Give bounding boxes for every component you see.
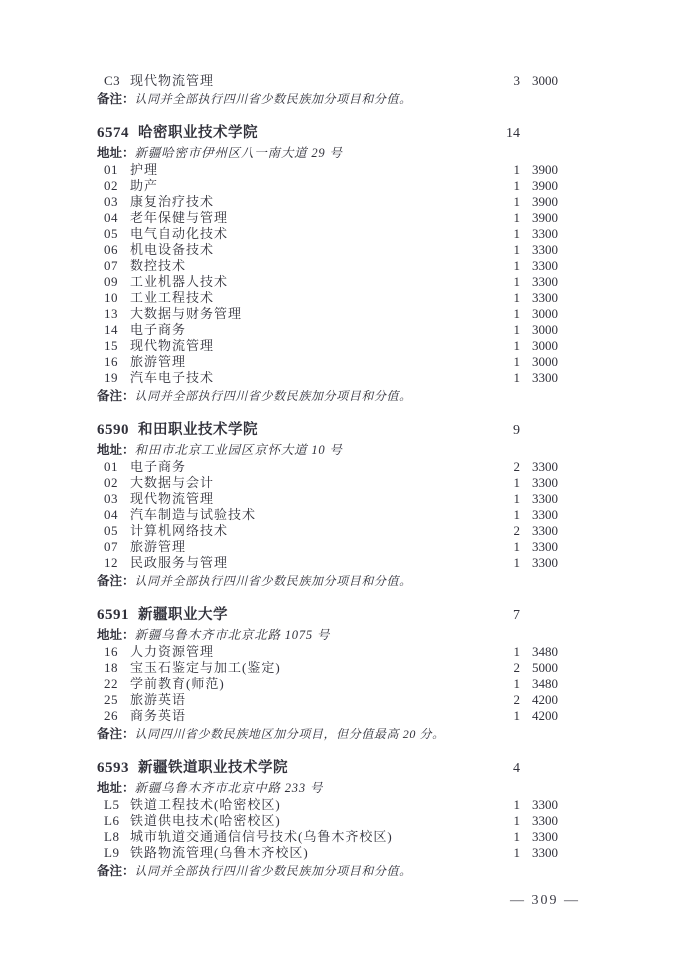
major-plan-count: 1 (513, 507, 520, 522)
major-code: 16 (104, 644, 118, 659)
major-tuition-fee: 3300 (532, 290, 558, 305)
address-label: 地址： (97, 443, 135, 457)
major-row (97, 73, 558, 89)
major-plan-count: 1 (513, 274, 520, 289)
major-name: 康复治疗技术 (130, 194, 215, 209)
major-code: 18 (104, 660, 118, 675)
remark-text: 认同并全部执行四川省少数民族加分项目和分值。 (134, 864, 412, 878)
major-name: 旅游英语 (130, 692, 187, 707)
major-tuition-fee: 3300 (532, 258, 558, 273)
major-tuition-fee: 3300 (532, 507, 558, 522)
school-address-row (97, 626, 558, 644)
major-tuition-fee: 3300 (532, 274, 558, 289)
major-code: C3 (104, 73, 121, 88)
major-name: 工业机器人技术 (130, 274, 229, 289)
major-row (97, 692, 558, 708)
major-row (97, 258, 558, 274)
major-name: 铁道供电技术(哈密校区) (130, 813, 281, 828)
major-tuition-fee: 3300 (532, 242, 558, 257)
major-plan-count: 1 (513, 354, 520, 369)
major-name: 民政服务与管理 (130, 555, 229, 570)
major-code: 15 (104, 338, 118, 353)
school-section (97, 123, 558, 405)
major-list (97, 73, 558, 89)
remark-label: 备注： (97, 864, 135, 878)
major-row (97, 194, 558, 210)
remark-text: 认同并全部执行四川省少数民族加分项目和分值。 (134, 574, 412, 588)
remark-text: 认同四川省少数民族地区加分项目，但分值最高 20 分。 (134, 727, 445, 741)
major-name: 商务英语 (130, 708, 187, 723)
address-text: 新疆乌鲁木齐市北京北路 1075 号 (134, 628, 331, 642)
major-code: 14 (104, 322, 118, 337)
major-row (97, 507, 558, 523)
address-text: 新疆哈密市伊州区八一南大道 29 号 (134, 146, 343, 160)
school-address-row (97, 144, 558, 162)
remark-text: 认同并全部执行四川省少数民族加分项目和分值。 (134, 92, 412, 106)
major-tuition-fee: 3300 (532, 555, 558, 570)
major-list (97, 797, 558, 861)
major-tuition-fee: 3300 (532, 845, 558, 860)
school-section (97, 605, 558, 743)
major-tuition-fee: 3300 (532, 539, 558, 554)
major-tuition-fee: 3900 (532, 210, 558, 225)
major-name: 学前教育(师范) (130, 676, 225, 691)
school-name: 哈密职业技术学院 (138, 125, 258, 141)
remark-row (97, 572, 558, 590)
major-name: 旅游管理 (130, 539, 187, 554)
remark-row (97, 387, 558, 405)
major-name: 助产 (130, 178, 159, 193)
major-plan-count: 1 (513, 829, 520, 844)
school-section (97, 73, 558, 108)
school-name: 新疆铁道职业技术学院 (138, 760, 288, 776)
major-tuition-fee: 4200 (532, 692, 558, 707)
school-code: 6574 (97, 125, 129, 141)
school-header (97, 123, 558, 144)
major-tuition-fee: 3000 (532, 354, 558, 369)
major-plan-count: 2 (513, 660, 520, 675)
major-list (97, 162, 558, 386)
major-code: L5 (104, 797, 120, 812)
major-plan-count: 1 (513, 845, 520, 860)
address-text: 新疆乌鲁木齐市北京中路 233 号 (134, 781, 324, 795)
major-plan-count: 1 (513, 676, 520, 691)
major-tuition-fee: 3300 (532, 491, 558, 506)
major-row (97, 845, 558, 861)
major-code: L6 (104, 813, 120, 828)
major-tuition-fee: 3900 (532, 162, 558, 177)
remark-label: 备注： (97, 727, 135, 741)
major-row (97, 370, 558, 386)
major-code: 01 (104, 459, 118, 474)
major-name: 现代物流管理 (130, 73, 215, 88)
major-row (97, 797, 558, 813)
major-plan-count: 1 (513, 813, 520, 828)
major-plan-count: 1 (513, 539, 520, 554)
major-tuition-fee: 3900 (532, 178, 558, 193)
major-name: 电子商务 (130, 459, 187, 474)
major-tuition-fee: 3000 (532, 73, 558, 88)
page-number: — 309 — (510, 893, 580, 908)
major-name: 汽车电子技术 (130, 370, 215, 385)
major-code: 13 (104, 306, 118, 321)
major-code: 02 (104, 475, 118, 490)
major-list (97, 459, 558, 571)
major-plan-count: 1 (513, 290, 520, 305)
major-code: 07 (104, 258, 118, 273)
major-row (97, 523, 558, 539)
school-address-row (97, 441, 558, 459)
major-tuition-fee: 5000 (532, 660, 558, 675)
major-tuition-fee: 3000 (532, 306, 558, 321)
major-row (97, 660, 558, 676)
school-name: 和田职业技术学院 (138, 422, 258, 438)
major-tuition-fee: 3480 (532, 676, 558, 691)
major-row (97, 290, 558, 306)
major-name: 人力资源管理 (130, 644, 215, 659)
major-tuition-fee: 3300 (532, 226, 558, 241)
major-code: L8 (104, 829, 120, 844)
major-tuition-fee: 3900 (532, 194, 558, 209)
major-name: 铁路物流管理(乌鲁木齐校区) (130, 845, 309, 860)
school-address-row (97, 779, 558, 797)
major-plan-count: 1 (513, 555, 520, 570)
school-header (97, 420, 558, 441)
major-tuition-fee: 3300 (532, 829, 558, 844)
school-plan-count: 14 (506, 126, 520, 141)
major-plan-count: 1 (513, 475, 520, 490)
address-label: 地址： (97, 628, 135, 642)
school-code: 6590 (97, 422, 129, 438)
major-name: 大数据与财务管理 (130, 306, 243, 321)
major-row (97, 555, 558, 571)
major-code: 04 (104, 210, 118, 225)
major-code: 12 (104, 555, 118, 570)
major-name: 铁道工程技术(哈密校区) (130, 797, 281, 812)
major-row (97, 644, 558, 660)
major-code: 03 (104, 491, 118, 506)
major-name: 现代物流管理 (130, 491, 215, 506)
major-plan-count: 1 (513, 708, 520, 723)
major-plan-count: 1 (513, 226, 520, 241)
major-tuition-fee: 3300 (532, 813, 558, 828)
major-row (97, 676, 558, 692)
major-plan-count: 1 (513, 797, 520, 812)
major-row (97, 354, 558, 370)
school-plan-count: 9 (513, 423, 520, 438)
major-code: 09 (104, 274, 118, 289)
major-plan-count: 1 (513, 258, 520, 273)
major-plan-count: 1 (513, 370, 520, 385)
major-row (97, 475, 558, 491)
school-code: 6593 (97, 760, 129, 776)
major-tuition-fee: 3000 (532, 322, 558, 337)
major-plan-count: 3 (513, 73, 520, 88)
major-row (97, 708, 558, 724)
major-name: 工业工程技术 (130, 290, 215, 305)
major-code: 19 (104, 370, 118, 385)
school-header (97, 605, 558, 626)
major-plan-count: 2 (513, 459, 520, 474)
major-row (97, 306, 558, 322)
major-plan-count: 1 (513, 338, 520, 353)
remark-text: 认同并全部执行四川省少数民族加分项目和分值。 (134, 389, 412, 403)
school-plan-count: 7 (513, 608, 520, 623)
major-plan-count: 1 (513, 644, 520, 659)
major-name: 老年保健与管理 (130, 210, 229, 225)
major-tuition-fee: 3300 (532, 797, 558, 812)
major-name: 数控技术 (130, 258, 187, 273)
major-plan-count: 2 (513, 523, 520, 538)
major-code: 22 (104, 676, 118, 691)
major-tuition-fee: 3300 (532, 459, 558, 474)
school-section (97, 758, 558, 880)
major-tuition-fee: 3300 (532, 475, 558, 490)
major-row (97, 491, 558, 507)
remark-label: 备注： (97, 92, 135, 106)
major-tuition-fee: 4200 (532, 708, 558, 723)
major-row (97, 338, 558, 354)
major-tuition-fee: 3000 (532, 338, 558, 353)
remark-label: 备注： (97, 574, 135, 588)
school-section (97, 420, 558, 590)
major-row (97, 829, 558, 845)
major-name: 计算机网络技术 (130, 523, 229, 538)
major-name: 电子商务 (130, 322, 187, 337)
major-plan-count: 1 (513, 306, 520, 321)
admission-plan-list (97, 73, 558, 880)
major-plan-count: 1 (513, 242, 520, 257)
address-text: 和田市北京工业园区京怀大道 10 号 (134, 443, 343, 457)
school-header (97, 758, 558, 779)
remark-label: 备注： (97, 389, 135, 403)
major-row (97, 226, 558, 242)
major-code: 03 (104, 194, 118, 209)
major-name: 机电设备技术 (130, 242, 215, 257)
major-code: 05 (104, 226, 118, 241)
address-label: 地址： (97, 146, 135, 160)
major-row (97, 322, 558, 338)
major-name: 宝玉石鉴定与加工(鉴定) (130, 660, 281, 675)
school-code: 6591 (97, 607, 129, 623)
major-name: 电气自动化技术 (130, 226, 229, 241)
major-plan-count: 2 (513, 692, 520, 707)
major-row (97, 813, 558, 829)
remark-row (97, 725, 558, 743)
major-code: 05 (104, 523, 118, 538)
major-plan-count: 1 (513, 178, 520, 193)
major-name: 城市轨道交通通信信号技术(乌鲁木齐校区) (130, 829, 393, 844)
major-row (97, 210, 558, 226)
major-name: 护理 (130, 162, 159, 177)
address-label: 地址： (97, 781, 135, 795)
major-row (97, 539, 558, 555)
major-code: 01 (104, 162, 118, 177)
major-name: 汽车制造与试验技术 (130, 507, 257, 522)
major-name: 现代物流管理 (130, 338, 215, 353)
major-name: 大数据与会计 (130, 475, 215, 490)
remark-row (97, 862, 558, 880)
major-row (97, 162, 558, 178)
major-tuition-fee: 3300 (532, 370, 558, 385)
major-tuition-fee: 3300 (532, 523, 558, 538)
major-plan-count: 1 (513, 491, 520, 506)
major-code: 25 (104, 692, 118, 707)
major-plan-count: 1 (513, 210, 520, 225)
major-plan-count: 1 (513, 194, 520, 209)
major-name: 旅游管理 (130, 354, 187, 369)
school-plan-count: 4 (513, 761, 520, 776)
school-name: 新疆职业大学 (138, 607, 228, 623)
major-code: L9 (104, 845, 120, 860)
major-code: 06 (104, 242, 118, 257)
major-code: 07 (104, 539, 118, 554)
major-tuition-fee: 3480 (532, 644, 558, 659)
major-code: 16 (104, 354, 118, 369)
major-code: 10 (104, 290, 118, 305)
remark-row (97, 90, 558, 108)
major-plan-count: 1 (513, 322, 520, 337)
major-row (97, 459, 558, 475)
major-list (97, 644, 558, 724)
major-code: 04 (104, 507, 118, 522)
major-row (97, 178, 558, 194)
major-code: 26 (104, 708, 118, 723)
major-row (97, 242, 558, 258)
major-row (97, 274, 558, 290)
major-plan-count: 1 (513, 162, 520, 177)
major-code: 02 (104, 178, 118, 193)
